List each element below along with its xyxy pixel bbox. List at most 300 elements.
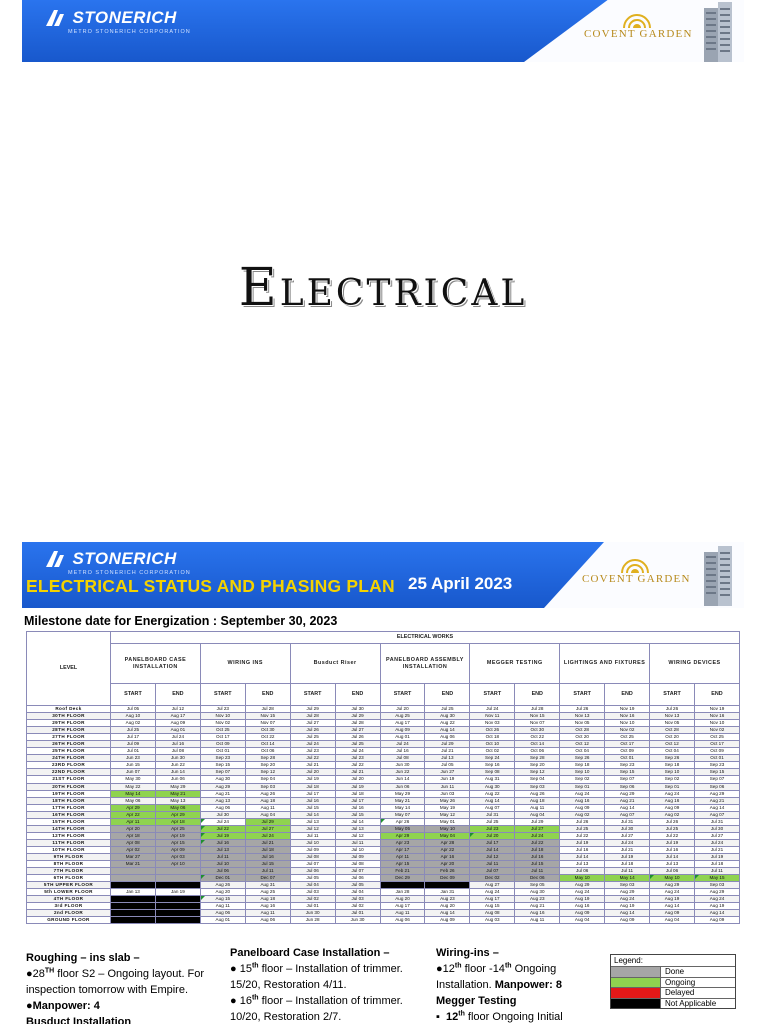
table-row	[27, 706, 740, 713]
end-date-cell: Oct 17	[694, 741, 739, 748]
start-date-cell: Aug 19	[650, 896, 695, 903]
start-date-cell: Nov 05	[560, 720, 605, 727]
end-date-cell: Aug 26	[515, 790, 560, 797]
end-date-cell: Aug 18	[245, 797, 290, 804]
end-date-cell: Jul 06	[335, 875, 380, 882]
start-header: START	[470, 684, 515, 706]
level-cell: 10TH FLOOR	[27, 846, 111, 853]
start-date-cell: Aug 16	[650, 797, 695, 804]
start-date-cell: Jul 06	[560, 868, 605, 875]
start-date-cell: Aug 30	[200, 776, 245, 783]
table-body	[27, 706, 740, 924]
end-date-cell: Jul 24	[515, 832, 560, 839]
end-date-cell: Sep 03	[515, 783, 560, 790]
start-date-cell: May 06	[111, 797, 156, 804]
end-date-cell	[155, 868, 200, 875]
sun-arch-icon	[620, 557, 650, 573]
start-date-cell: Dec 29	[380, 875, 425, 882]
legend-swatch	[611, 967, 661, 977]
end-date-cell	[425, 882, 470, 889]
covent-garden-logo	[584, 12, 694, 40]
end-date-cell: Jul 20	[335, 776, 380, 783]
end-date-cell: Aug 07	[605, 811, 650, 818]
end-date-cell: May 19	[425, 804, 470, 811]
start-date-cell: Aug 22	[470, 790, 515, 797]
end-date-cell: Sep 03	[245, 783, 290, 790]
end-date-cell: Jul 18	[245, 846, 290, 853]
end-date-cell: Sep 23	[694, 762, 739, 769]
end-date-cell: Apr 20	[425, 861, 470, 868]
header-banner	[22, 0, 744, 62]
end-date-cell: Aug 09	[425, 917, 470, 924]
start-date-cell: Jul 21	[290, 762, 335, 769]
note-panelboard-title: Panelboard Case Installation –	[230, 947, 390, 959]
end-date-cell: Jul 21	[605, 846, 650, 853]
end-date-cell: Aug 04	[515, 811, 560, 818]
level-cell: 5TH UPPER FLOOR	[27, 882, 111, 889]
end-date-cell	[155, 882, 200, 889]
start-date-cell: Nov 13	[560, 713, 605, 720]
start-date-cell: Jul 03	[290, 889, 335, 896]
end-date-cell: Aug 19	[694, 903, 739, 910]
start-date-cell: Jul 22	[290, 755, 335, 762]
start-date-cell: Jul 30	[200, 811, 245, 818]
start-date-cell: Aug 24	[470, 889, 515, 896]
start-date-cell: Nov 10	[200, 713, 245, 720]
start-date-cell: Aug 25	[380, 713, 425, 720]
start-date-cell: Jan 13	[111, 889, 156, 896]
end-date-cell: Sep 07	[605, 776, 650, 783]
company-name: STONERICH	[72, 549, 177, 568]
start-date-cell: Aug 09	[650, 804, 695, 811]
end-date-cell: Jul 27	[245, 825, 290, 832]
start-date-cell: Jun 22	[380, 769, 425, 776]
end-date-cell: Aug 20	[425, 903, 470, 910]
start-date-cell: Sep 18	[650, 762, 695, 769]
end-date-cell: Apr 29	[155, 811, 200, 818]
start-date-cell: Jul 05	[111, 706, 156, 713]
start-date-cell: Jun 14	[380, 776, 425, 783]
end-date-cell: Apr 25	[155, 825, 200, 832]
end-date-cell: May 15	[694, 875, 739, 882]
level-cell: 5th LOWER FLOOR	[27, 889, 111, 896]
level-cell: 3rd FLOOR	[27, 903, 111, 910]
start-date-cell: Aug 09	[650, 910, 695, 917]
start-date-cell: Aug 29	[650, 882, 695, 889]
start-date-cell: Jul 29	[290, 706, 335, 713]
project-name: COVENT GARDEN	[584, 28, 693, 40]
end-date-cell: Aug 11	[245, 910, 290, 917]
start-date-cell: Aug 10	[111, 713, 156, 720]
end-date-cell: Apr 10	[155, 861, 200, 868]
table-row	[27, 783, 740, 790]
start-date-cell: Jul 22	[560, 832, 605, 839]
start-date-cell: Jun 23	[111, 755, 156, 762]
start-date-cell: Jul 24	[380, 741, 425, 748]
start-date-cell: Jul 02	[290, 896, 335, 903]
end-date-cell: Jul 28	[515, 706, 560, 713]
activity-header: PANELBOARD ASSEMBLY INSTALLATION	[380, 644, 470, 684]
start-date-cell: Sep 02	[650, 776, 695, 783]
start-date-cell: May 30	[111, 776, 156, 783]
end-date-cell: May 21	[155, 790, 200, 797]
end-date-cell: Jun 30	[335, 917, 380, 924]
level-cell: 18TH FLOOR	[27, 797, 111, 804]
start-date-cell: Jul 23	[290, 748, 335, 755]
start-date-cell: Aug 21	[200, 790, 245, 797]
start-date-cell: Aug 14	[470, 797, 515, 804]
end-date-cell: Jul 30	[694, 825, 739, 832]
start-date-cell: Aug 26	[200, 882, 245, 889]
start-date-cell: Sep 01	[650, 783, 695, 790]
start-date-cell: Apr 11	[380, 853, 425, 860]
start-date-cell: Aug 20	[200, 889, 245, 896]
start-date-cell: Jul 14	[470, 846, 515, 853]
start-date-cell: Oct 01	[200, 748, 245, 755]
end-date-cell: Dec 06	[515, 875, 560, 882]
group-header: ELECTRICAL WORKS	[111, 632, 740, 644]
table-row	[27, 825, 740, 832]
start-date-cell: Jul 17	[290, 790, 335, 797]
start-date-cell: Aug 04	[560, 917, 605, 924]
end-date-cell: Nov 19	[694, 706, 739, 713]
start-date-cell	[111, 910, 156, 917]
table-row	[27, 804, 740, 811]
end-date-cell: Aug 29	[605, 889, 650, 896]
end-date-cell: Oct 22	[245, 734, 290, 741]
header-banner-2	[22, 542, 744, 608]
end-date-cell: Sep 04	[515, 776, 560, 783]
end-date-cell: Sep 12	[245, 769, 290, 776]
end-date-cell: Aug 16	[515, 910, 560, 917]
level-cell: 23RD FLOOR	[27, 762, 111, 769]
start-date-cell: Jul 26	[650, 818, 695, 825]
legend-item-not-applicable: Not Applicable	[611, 998, 735, 1009]
end-date-cell: Jul 18	[605, 861, 650, 868]
end-date-cell: Aug 09	[155, 720, 200, 727]
start-date-cell: May 29	[380, 790, 425, 797]
start-date-cell: Jul 18	[290, 783, 335, 790]
start-date-cell: Mar 27	[111, 853, 156, 860]
end-date-cell: Jul 16	[335, 804, 380, 811]
end-date-cell: Sep 28	[515, 755, 560, 762]
level-cell: 17TH FLOOR	[27, 804, 111, 811]
start-date-cell: Jul 17	[470, 839, 515, 846]
start-date-cell: Jul 13	[560, 861, 605, 868]
start-date-cell: Sep 08	[470, 769, 515, 776]
end-date-cell: Jul 17	[335, 797, 380, 804]
end-date-cell: Nov 02	[694, 727, 739, 734]
start-date-cell: Apr 08	[111, 839, 156, 846]
end-date-cell: Jul 21	[425, 748, 470, 755]
end-date-cell: Jul 15	[335, 811, 380, 818]
level-cell: 21ST FLOOR	[27, 776, 111, 783]
start-date-cell: Aug 24	[650, 889, 695, 896]
table-row	[27, 790, 740, 797]
level-cell: 26TH FLOOR	[27, 741, 111, 748]
start-date-cell: Aug 15	[200, 896, 245, 903]
start-date-cell: Jul 07	[470, 868, 515, 875]
end-date-cell: Apr 16	[425, 853, 470, 860]
end-date-cell: Sep 04	[245, 776, 290, 783]
start-date-cell: Jul 23	[470, 825, 515, 832]
end-date-cell: Jul 21	[694, 846, 739, 853]
note-wiring: Wiring-ins – ●12th floor -14th Ongoing Installation. Manpower: 8 Megger Testing ▪ 12th floor Ongoing Initial	[436, 945, 606, 1024]
end-date-cell: Aug 14	[425, 727, 470, 734]
start-date-cell: Nov 02	[200, 720, 245, 727]
end-date-cell: Sep 20	[245, 762, 290, 769]
end-date-cell: Aug 30	[425, 713, 470, 720]
level-cell: 4TH FLOOR	[27, 896, 111, 903]
start-date-cell: Aug 06	[380, 917, 425, 924]
start-date-cell: Jun 15	[111, 762, 156, 769]
end-date-cell: Aug 06	[245, 917, 290, 924]
start-date-cell: Aug 09	[380, 727, 425, 734]
end-date-cell: Nov 07	[515, 720, 560, 727]
end-date-cell: May 06	[155, 804, 200, 811]
end-date-cell: Jul 22	[335, 762, 380, 769]
start-date-cell: Jul 25	[560, 825, 605, 832]
start-date-cell: May 10	[560, 875, 605, 882]
start-date-cell: Aug 29	[200, 783, 245, 790]
plan-date: 25 April 2023	[408, 574, 513, 593]
start-date-cell: Jul 26	[650, 706, 695, 713]
start-date-cell: Jul 14	[560, 853, 605, 860]
end-date-cell: Aug 04	[245, 811, 290, 818]
end-date-cell	[155, 896, 200, 903]
start-date-cell: Aug 06	[200, 910, 245, 917]
start-date-cell: Jul 13	[290, 818, 335, 825]
end-date-cell: Jul 25	[335, 741, 380, 748]
start-date-cell: Aug 11	[380, 910, 425, 917]
end-date-cell: Jan 19	[155, 889, 200, 896]
end-date-cell: Apr 03	[155, 853, 200, 860]
start-date-cell: Nov 11	[470, 713, 515, 720]
start-date-cell: Jul 10	[200, 861, 245, 868]
end-date-cell: Oct 14	[515, 741, 560, 748]
end-date-cell: Jun 19	[425, 776, 470, 783]
end-date-cell: Nov 16	[694, 713, 739, 720]
table-row	[27, 755, 740, 762]
start-date-cell: Jul 16	[290, 797, 335, 804]
start-date-cell: Apr 26	[380, 818, 425, 825]
start-date-cell: Jul 08	[380, 755, 425, 762]
end-date-cell	[155, 917, 200, 924]
end-date-cell: Aug 29	[694, 889, 739, 896]
start-date-cell: May 14	[111, 790, 156, 797]
end-date-cell: Jul 28	[335, 720, 380, 727]
start-date-cell: Nov 13	[650, 713, 695, 720]
end-date-cell: Aug 09	[605, 917, 650, 924]
end-date-cell: Jun 22	[155, 762, 200, 769]
start-date-cell: Feb 21	[380, 868, 425, 875]
start-date-cell: Jun 30	[380, 762, 425, 769]
start-date-cell: Jul 10	[290, 839, 335, 846]
end-header: END	[694, 684, 739, 706]
start-date-cell	[111, 868, 156, 875]
start-date-cell: Oct 02	[470, 748, 515, 755]
start-date-cell	[111, 903, 156, 910]
table-row	[27, 889, 740, 896]
end-date-cell: Jul 16	[515, 853, 560, 860]
start-date-cell: Apr 22	[111, 811, 156, 818]
end-date-cell: Jul 11	[335, 839, 380, 846]
legend-item-ongoing: Ongoing	[611, 977, 735, 988]
end-date-cell: Apr 22	[425, 846, 470, 853]
end-date-cell: Nov 15	[245, 713, 290, 720]
end-date-cell: Jun 06	[155, 776, 200, 783]
end-date-cell: Jun 30	[155, 755, 200, 762]
end-date-cell: Jul 21	[245, 839, 290, 846]
activity-header: WIRING DEVICES	[650, 644, 740, 684]
start-header: START	[560, 684, 605, 706]
end-date-cell: Aug 17	[155, 713, 200, 720]
end-date-cell: Jul 11	[245, 868, 290, 875]
end-date-cell: Oct 30	[245, 727, 290, 734]
end-date-cell: Jul 30	[335, 706, 380, 713]
end-date-cell: Dec 09	[425, 875, 470, 882]
end-date-cell: Aug 14	[605, 804, 650, 811]
end-date-cell: Jul 08	[155, 748, 200, 755]
level-header: LEVEL	[27, 632, 111, 706]
start-date-cell: Jul 20	[290, 769, 335, 776]
start-date-cell: Oct 28	[560, 727, 605, 734]
end-date-cell: Aug 14	[694, 910, 739, 917]
activity-header: MEGGER TESTING	[470, 644, 560, 684]
start-date-cell: Aug 09	[560, 804, 605, 811]
start-date-cell: Apr 23	[380, 839, 425, 846]
level-cell: 25TH FLOOR	[27, 748, 111, 755]
end-header: END	[335, 684, 380, 706]
start-header: START	[111, 684, 156, 706]
start-date-cell: Nov 03	[470, 720, 515, 727]
end-date-cell: Oct 25	[605, 734, 650, 741]
start-date-cell: May 14	[380, 804, 425, 811]
table-row	[27, 727, 740, 734]
end-date-cell: Jul 02	[335, 903, 380, 910]
start-date-cell: Jul 13	[650, 861, 695, 868]
note-roughing: Roughing – ins slab – ●28TH floor S2 – Ongoing layout. For inspection tomorrow with Empire. ●Manpower: 4 Busduct Installation	[26, 950, 236, 1024]
start-date-cell: Oct 28	[650, 727, 695, 734]
end-date-cell: Jul 03	[335, 896, 380, 903]
activity-header: PANELBOARD CASE INSTALLATION	[111, 644, 201, 684]
start-date-cell: Jul 24	[290, 741, 335, 748]
start-date-cell: Jul 16	[380, 748, 425, 755]
end-date-cell: Jul 11	[605, 868, 650, 875]
end-date-cell: Aug 21	[515, 903, 560, 910]
level-cell: 8TH FLOOR	[27, 861, 111, 868]
end-date-cell: Aug 09	[694, 917, 739, 924]
end-date-cell: Jun 03	[425, 790, 470, 797]
end-date-cell: Jul 19	[605, 853, 650, 860]
end-date-cell: May 14	[605, 875, 650, 882]
end-date-cell: Apr 18	[155, 818, 200, 825]
end-date-cell: Jul 11	[694, 868, 739, 875]
start-date-cell: Oct 10	[470, 741, 515, 748]
end-date-cell: Oct 25	[694, 734, 739, 741]
start-date-cell: Sep 15	[200, 762, 245, 769]
level-cell: 16TH FLOOR	[27, 811, 111, 818]
end-date-cell: Oct 30	[515, 727, 560, 734]
end-header: END	[425, 684, 470, 706]
start-date-cell: Oct 20	[560, 734, 605, 741]
end-date-cell: Jul 09	[335, 853, 380, 860]
start-date-cell: May 07	[380, 811, 425, 818]
start-date-cell: Jul 25	[111, 727, 156, 734]
start-date-cell: Aug 06	[200, 804, 245, 811]
start-date-cell: Aug 02	[650, 811, 695, 818]
start-date-cell: Sep 07	[200, 769, 245, 776]
start-date-cell: Aug 11	[200, 903, 245, 910]
table-row	[27, 875, 740, 882]
end-date-cell: Aug 26	[245, 790, 290, 797]
level-cell: 19TH FLOOR	[27, 790, 111, 797]
activity-header: WIRING INS	[200, 644, 290, 684]
level-cell: 14TH FLOOR	[27, 825, 111, 832]
start-date-cell: Jul 12	[290, 825, 335, 832]
legend-swatch	[611, 999, 661, 1009]
end-date-cell: Oct 01	[605, 755, 650, 762]
start-date-cell: May 22	[111, 783, 156, 790]
level-cell: 12TH FLOOR	[27, 832, 111, 839]
end-date-cell: Jul 15	[245, 861, 290, 868]
legend-title: Legend:	[614, 956, 643, 965]
start-date-cell: Sep 16	[470, 762, 515, 769]
start-date-cell: Sep 18	[560, 762, 605, 769]
end-date-cell: Jul 26	[335, 734, 380, 741]
end-date-cell: Aug 07	[694, 811, 739, 818]
end-date-cell: Jul 19	[335, 783, 380, 790]
end-date-cell: Sep 07	[694, 776, 739, 783]
end-date-cell: Jul 24	[245, 832, 290, 839]
table-row	[27, 797, 740, 804]
legend-item-done: Done	[611, 966, 735, 977]
end-date-cell: Jul 28	[245, 706, 290, 713]
stonerich-mark-icon	[46, 10, 68, 26]
end-date-cell	[155, 910, 200, 917]
start-date-cell	[111, 917, 156, 924]
plan-title: ELECTRICAL STATUS AND PHASING PLAN	[26, 576, 395, 596]
end-date-cell: Aug 23	[515, 896, 560, 903]
end-date-cell: Aug 11	[515, 804, 560, 811]
start-date-cell: Jul 15	[290, 804, 335, 811]
start-date-cell: Jul 19	[200, 832, 245, 839]
end-date-cell: Jul 12	[335, 832, 380, 839]
table-row	[27, 720, 740, 727]
company-sub: METRO STONERICH CORPORATION	[68, 29, 191, 35]
start-date-cell: Jul 14	[650, 853, 695, 860]
start-date-cell: Oct 25	[200, 727, 245, 734]
table-row	[27, 713, 740, 720]
table-row	[27, 882, 740, 889]
table-row	[27, 846, 740, 853]
start-date-cell: Oct 12	[560, 741, 605, 748]
activity-header: Busduct Riser	[290, 644, 380, 684]
start-date-cell: Aug 01	[200, 917, 245, 924]
company-sub: METRO STONERICH CORPORATION	[68, 570, 191, 576]
start-date-cell: Sep 10	[650, 769, 695, 776]
start-date-cell	[111, 896, 156, 903]
start-header: START	[200, 684, 245, 706]
end-date-cell: Jul 13	[335, 825, 380, 832]
end-date-cell: Aug 14	[425, 910, 470, 917]
end-date-cell: Apr 19	[155, 832, 200, 839]
end-date-cell: Sep 28	[245, 755, 290, 762]
table-row	[27, 832, 740, 839]
start-date-cell: Jul 12	[470, 853, 515, 860]
table-row	[27, 769, 740, 776]
end-date-cell: Jul 04	[335, 889, 380, 896]
